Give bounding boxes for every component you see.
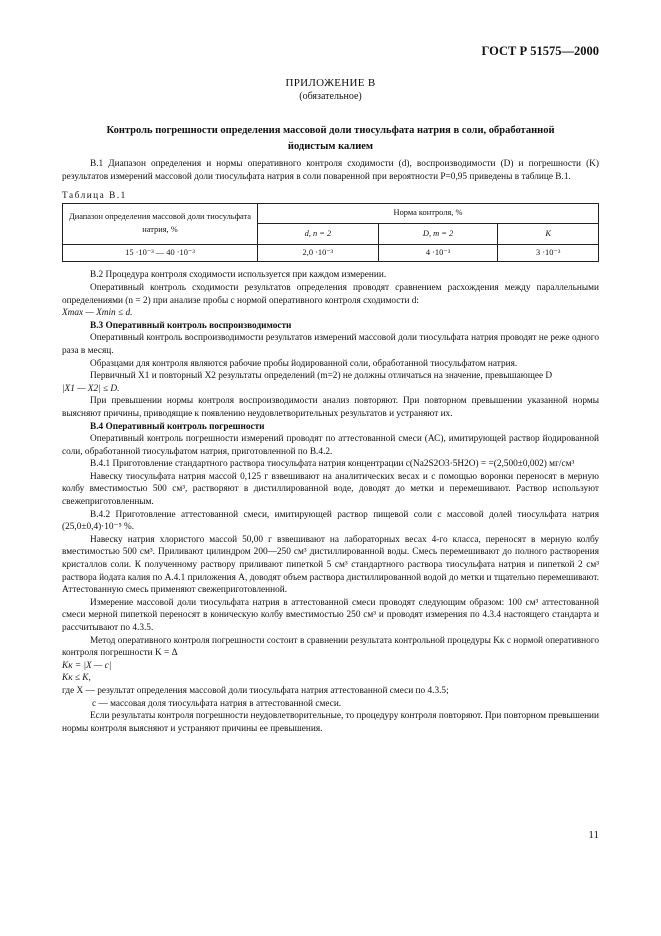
standard-code: ГОСТ Р 51575—2000 [481, 44, 599, 58]
paragraph-b3-3: Первичный X1 и повторный X2 результаты определений (m=2) не должны отличаться на значение, превышающее D [90, 371, 553, 382]
paragraph-b42-text1: Навеску натрия хлористого массой 50,00 г взвешивают на лабораторных весах 4-го класса, переносят в мерную колбу вместимостью 500 см³. Приливают цилиндром 200—250 см³ дистиллированной воды. Смесь перемешивают до полного растворения кристаллов соли. К полученному раствору приливают пипеткой 5 см³ стандартного раствора тиосульфата натрия и пипеткой 2 см³ раствора йодата калия по А.4.1 приложения А, доводят объем раствора дистиллированной водой до метки и тщательно перемешивают. Аттестованную смесь применяют свежеприготовленной. [62, 534, 599, 596]
appendix-subtitle: (обязательное) [299, 91, 362, 102]
page-number: 11 [588, 829, 599, 841]
table-subheader-d: d, n = 2 [258, 224, 379, 245]
section-b4-title: В.4 Оперативный контроль погрешности [90, 421, 265, 432]
table-cell-range: 15 ·10⁻³ — 40 ·10⁻³ [63, 244, 258, 262]
formula-error-1: Kк = |X — c| [62, 660, 112, 671]
paragraph-b42: В.4.2 Приготовление аттестованной смеси, имитирующей раствор пищевой соли с массовой долей тиосульфата натрия (25,0±0,4)·10⁻⁵ %. [62, 509, 599, 533]
legend-c: c — массовая доля тиосульфата натрия в аттестованной смеси. [92, 698, 342, 709]
paragraph-b2: В.2 Процедура контроля сходимости используется при каждом измерении. [90, 270, 387, 281]
formula-error-2: Kк ≤ K, [62, 673, 91, 684]
formula-reproducibility: |X1 — X2| ≤ D. [62, 383, 120, 394]
body-content [62, 158, 599, 735]
table-header-norm: Норма контроля, % [258, 203, 599, 224]
paragraph-b41: В.4.1 Приготовление стандартного раствора тиосульфата натрия концентрации c(Na2S2O3·5H2O) = =(2,500±0,002) мг/см³ [90, 459, 575, 470]
paragraph-b42-text3: Метод оперативного контроля погрешности состоит в сравнении результата контрольной процедуры Kк с нормой оперативного контроля погрешности K = Δ [62, 635, 599, 659]
table-cell-D: 4 ·10⁻³ [378, 244, 498, 262]
table-subheader-K: K [498, 224, 599, 245]
paragraph-b42-text2: Измерение массовой доли тиосульфата натрия в аттестованной смеси проводят следующим образом: 100 см³ аттестованной смеси мерной пипеткой переносят в коническую колбу вместимостью 250 см³ и проводят измерения по 4.3.4 настоящего стандарта и рассчитывают по 4.3.5. [62, 597, 599, 633]
section-b3-title: В.3 Оперативный контроль воспроизводимости [90, 320, 292, 331]
paragraph-b2-text: Оперативный контроль сходимости результатов определения проводят сравнением расхождения между параллельными определениями (n = 2) при анализе пробы с нормой оперативного контроля сходимости d: [62, 282, 599, 306]
appendix-heading: Контроль погрешности определения массовой доли тиосульфата натрия в соли, обработанной йодистым калием [106, 125, 555, 152]
formula-convergence: Xmax — Xmin ≤ d. [62, 308, 133, 319]
table-subheader-D: D, m = 2 [378, 224, 498, 245]
table-cell-d: 2,0 ·10⁻³ [258, 244, 379, 262]
control-norms-table [62, 203, 599, 263]
paragraph-b4-1: Оперативный контроль погрешности измерений проводят по аттестованной смеси (АС), имитирующей раствор йодированной соли, обработанной тиосульфатом натрия, приготовленной по В.4.2. [62, 434, 599, 457]
table-caption: Таблица В.1 [62, 191, 127, 202]
paragraph-b1: В.1 Диапазон определения и нормы оперативного контроля сходимости (d), воспроизводимости (D) и погрешности (K) результатов измерений массовой доли тиосульфата натрия в соли поваренной при вероятности P=0,95 приведены в таблице В.1. [62, 159, 599, 182]
table-row [63, 244, 599, 262]
appendix-title: ПРИЛОЖЕНИЕ В [285, 77, 376, 89]
paragraph-final: Если результаты контроля погрешности неудовлетворительные, то процедуру контроля повторяют. При повторном превышении нормы контроля выясняют и устраняют причины ее превышения. [62, 711, 599, 734]
table-cell-K: 3 ·10⁻³ [498, 244, 599, 262]
paragraph-b3-2: Образцами для контроля являются рабочие пробы йодированной соли, обработанной тиосульфатом натрия. [90, 358, 518, 369]
paragraph-b41-text: Навеску тиосульфата натрия массой 0,125 г взвешивают на аналитических весах и с помощью воронки переносят в мерную колбу вместимостью 500 см³, растворяют в дистиллированной воде, доводят до метки и перемешивают. Раствор используют свежеприготовленным. [62, 471, 599, 508]
table-header-range: Диапазон определения массовой доли тиосульфата натрия, % [63, 203, 258, 244]
paragraph-b3-4: При превышении нормы контроля воспроизводимости анализ повторяют. При повторном превышении указанной нормы выясняют причины, приводящие к появлению неудовлетворительных результатов и устраняют их. [62, 396, 599, 419]
paragraph-b3-1: Оперативный контроль воспроизводимости результатов измерений массовой доли тиосульфата натрия проводят не реже одного раза в месяц. [62, 333, 599, 356]
legend-x: где X — результат определения массовой доли тиосульфата натрия аттестованной смеси по 4.3.5; [62, 685, 449, 696]
